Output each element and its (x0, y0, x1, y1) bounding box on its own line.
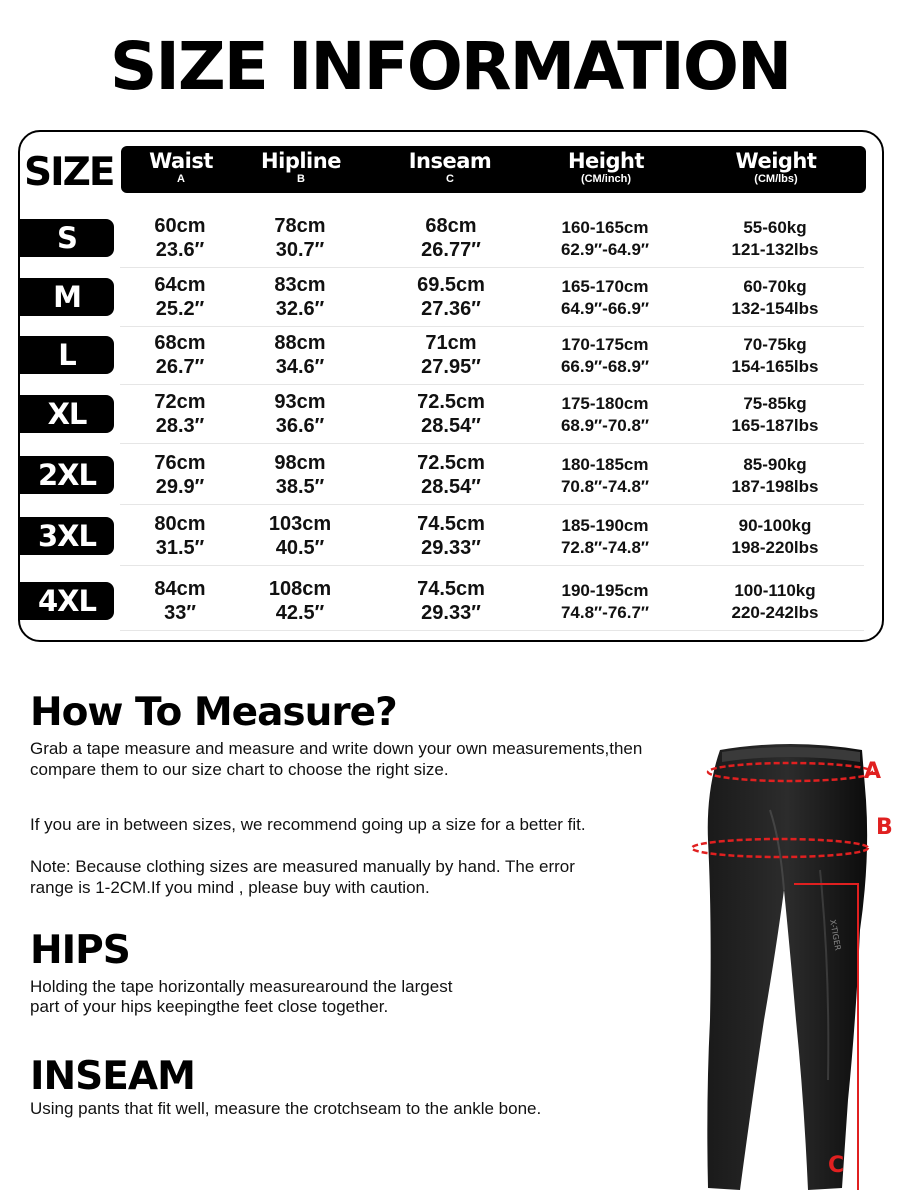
inseam-cell (396, 512, 506, 560)
pants-brand-mark: X-TIGER (828, 918, 843, 952)
height-cell (525, 276, 685, 320)
how-to-measure-heading: How To Measure? (30, 690, 397, 735)
height-cell (525, 580, 685, 624)
inseam-imperial: 29.33″ (421, 537, 481, 559)
row-divider (120, 565, 864, 566)
weight-metric: 100-110kg (734, 581, 816, 600)
weight-cell (695, 515, 855, 559)
table-row (20, 384, 882, 444)
waist-metric: 68cm (154, 332, 206, 354)
header-weight: Weight (CM/lbs) (735, 149, 817, 185)
height-imperial: 72.8″-74.8″ (560, 538, 650, 557)
inseam-cell (396, 273, 506, 321)
weight-imperial: 121-132lbs (731, 240, 819, 259)
label-a: A (864, 759, 882, 784)
table-row (20, 325, 882, 385)
inseam-line-1: Using pants that fit well, measure the crotchseam to the ankle bone. (30, 1099, 542, 1118)
note-line-1: Note: Because clothing sizes are measured manually by hand. The error (30, 857, 575, 876)
weight-metric: 60-70kg (743, 277, 807, 296)
waist-cell (130, 390, 230, 438)
inseam-cell (396, 331, 506, 379)
waist-cell (130, 512, 230, 560)
size-badge: M (20, 278, 114, 316)
hip-imperial: 34.6″ (275, 356, 325, 378)
intro-line-2: compare them to our size chart to choose the right size. (30, 760, 449, 779)
hip-cell (250, 214, 350, 262)
height-imperial: 74.8″-76.7″ (560, 603, 650, 622)
hip-imperial: 32.6″ (275, 298, 325, 320)
height-cell (525, 217, 685, 261)
hip-imperial: 42.5″ (275, 602, 325, 624)
inseam-imperial: 27.95″ (421, 356, 481, 378)
height-imperial: 70.8″-74.8″ (560, 477, 650, 496)
weight-cell (695, 217, 855, 261)
waist-imperial: 23.6″ (155, 239, 205, 261)
weight-cell (695, 580, 855, 624)
weight-imperial: 132-154lbs (731, 299, 819, 318)
waist-imperial: 31.5″ (155, 537, 205, 559)
inseam-cell (396, 214, 506, 262)
height-metric: 170-175cm (561, 335, 649, 354)
hip-cell (250, 273, 350, 321)
waist-metric: 76cm (154, 452, 206, 474)
weight-metric: 70-75kg (743, 335, 807, 354)
inseam-imperial: 28.54″ (421, 476, 481, 498)
size-badge: 3XL (20, 517, 114, 555)
weight-cell (695, 334, 855, 378)
weight-cell (695, 276, 855, 320)
between-sizes-text: If you are in between sizes, we recommend going up a size for a better fit. (30, 815, 586, 834)
waist-cell (130, 451, 230, 499)
hips-line-2: part of your hips keepingthe feet close together. (30, 997, 389, 1016)
waist-cell (130, 577, 230, 625)
table-row (20, 571, 882, 631)
header-height: Height (CM/inch) (567, 149, 645, 185)
weight-imperial: 165-187lbs (731, 416, 819, 435)
height-metric: 165-170cm (561, 277, 649, 296)
height-metric: 190-195cm (561, 581, 649, 600)
waist-imperial: 33″ (164, 602, 196, 624)
height-metric: 185-190cm (561, 516, 649, 535)
table-row (20, 267, 882, 327)
waist-cell (130, 214, 230, 262)
waist-imperial: 26.7″ (155, 356, 205, 378)
hip-metric: 83cm (274, 274, 326, 296)
height-metric: 180-185cm (561, 455, 649, 474)
height-cell (525, 515, 685, 559)
waist-metric: 60cm (154, 215, 206, 237)
hip-cell (250, 512, 350, 560)
hips-line-1: Holding the tape horizontally measurearound the largest (30, 977, 453, 996)
inseam-metric: 74.5cm (417, 578, 485, 600)
intro-line-1: Grab a tape measure and measure and write down your own measurements,then (30, 739, 643, 758)
hip-metric: 88cm (274, 332, 326, 354)
header-hipline: Hipline B (261, 149, 341, 185)
waist-metric: 80cm (154, 513, 206, 535)
weight-imperial: 220-242lbs (731, 603, 819, 622)
hip-metric: 78cm (274, 215, 326, 237)
hip-metric: 108cm (268, 578, 332, 600)
waist-cell (130, 331, 230, 379)
size-badge: 4XL (20, 582, 114, 620)
size-badge: S (20, 219, 114, 257)
size-column-label: SIZE (24, 150, 114, 195)
hip-cell (250, 577, 350, 625)
height-imperial: 62.9″-64.9″ (560, 240, 650, 259)
waist-metric: 64cm (154, 274, 206, 296)
inseam-imperial: 29.33″ (421, 602, 481, 624)
pants-diagram (680, 720, 900, 1200)
waist-cell (130, 273, 230, 321)
inseam-metric: 68cm (425, 215, 477, 237)
height-metric: 175-180cm (561, 394, 649, 413)
row-divider (120, 630, 864, 631)
waist-metric: 72cm (154, 391, 206, 413)
waist-imperial: 25.2″ (155, 298, 205, 320)
hip-cell (250, 390, 350, 438)
hip-imperial: 40.5″ (275, 537, 325, 559)
inseam-imperial: 28.54″ (421, 415, 481, 437)
size-badge: 2XL (20, 456, 114, 494)
hip-metric: 103cm (268, 513, 332, 535)
inseam-metric: 72.5cm (417, 391, 485, 413)
inseam-cell (396, 390, 506, 438)
table-header (121, 146, 866, 193)
weight-cell (695, 393, 855, 437)
hips-heading: HIPS (30, 928, 130, 973)
inseam-heading: INSEAM (30, 1054, 195, 1099)
hip-imperial: 36.6″ (275, 415, 325, 437)
inseam-metric: 74.5cm (417, 513, 485, 535)
weight-metric: 90-100kg (738, 516, 812, 535)
weight-metric: 75-85kg (743, 394, 807, 413)
height-cell (525, 454, 685, 498)
height-imperial: 66.9″-68.9″ (560, 357, 650, 376)
height-metric: 160-165cm (561, 218, 649, 237)
weight-imperial: 187-198lbs (731, 477, 819, 496)
page-title: SIZE INFORMATION (109, 28, 791, 105)
weight-metric: 55-60kg (743, 218, 807, 237)
weight-imperial: 154-165lbs (731, 357, 819, 376)
row-divider (120, 504, 864, 505)
size-table (18, 130, 884, 642)
height-imperial: 64.9″-66.9″ (560, 299, 650, 318)
size-badge: L (20, 336, 114, 374)
inseam-imperial: 26.77″ (421, 239, 481, 261)
waist-imperial: 29.9″ (155, 476, 205, 498)
table-row (20, 506, 882, 566)
weight-imperial: 198-220lbs (731, 538, 819, 557)
hip-imperial: 38.5″ (275, 476, 325, 498)
header-waist: Waist A (149, 149, 213, 185)
label-b: B (876, 815, 893, 840)
waist-metric: 84cm (154, 578, 206, 600)
height-imperial: 68.9″-70.8″ (560, 416, 650, 435)
header-inseam: Inseam C (408, 149, 492, 185)
row-divider (120, 443, 864, 444)
inseam-cell (396, 451, 506, 499)
hip-metric: 93cm (274, 391, 326, 413)
waist-imperial: 28.3″ (155, 415, 205, 437)
note-line-2: range is 1-2CM.If you mind , please buy with caution. (30, 878, 430, 897)
pants-shape (707, 744, 867, 1190)
hip-metric: 98cm (274, 452, 326, 474)
inseam-imperial: 27.36″ (421, 298, 481, 320)
inseam-cell (396, 577, 506, 625)
inseam-metric: 69.5cm (417, 274, 485, 296)
weight-metric: 85-90kg (743, 455, 807, 474)
hip-cell (250, 451, 350, 499)
label-c: C (828, 1153, 845, 1178)
table-row (20, 445, 882, 505)
hip-cell (250, 331, 350, 379)
hip-imperial: 30.7″ (275, 239, 325, 261)
inseam-metric: 71cm (425, 332, 477, 354)
size-badge: XL (20, 395, 114, 433)
table-row (20, 208, 882, 268)
height-cell (525, 334, 685, 378)
weight-cell (695, 454, 855, 498)
inseam-metric: 72.5cm (417, 452, 485, 474)
height-cell (525, 393, 685, 437)
